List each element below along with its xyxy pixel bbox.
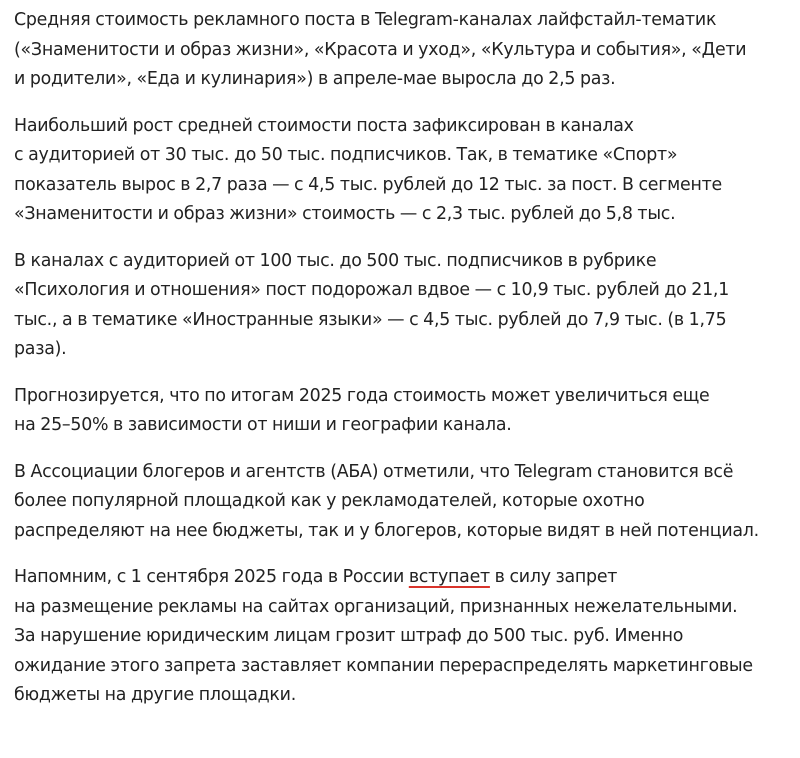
text-line: «Знаменитости и образ жизни» стоимость — с 2,3 тыс. рублей до 5,8 тыс. bbox=[14, 204, 676, 224]
text-line: «Психология и отношения» пост подорожал вдвое — с 10,9 тыс. рублей до 21,1 bbox=[14, 280, 730, 300]
paragraph-aba-association bbox=[14, 458, 794, 547]
paragraph-forecast bbox=[14, 382, 794, 441]
text-line bbox=[14, 563, 794, 593]
text-segment: Напомним, с 1 сентября 2025 года в России bbox=[14, 567, 409, 587]
text-line: и родители», «Еда и кулинария») в апреле-мае выросла до 2,5 раз. bbox=[14, 69, 616, 89]
text-segment: в силу запрет bbox=[489, 567, 618, 587]
text-line: Средняя стоимость рекламного поста в Telegram-каналах лайфстайл-тематик bbox=[14, 10, 717, 30]
text-line: с аудиторией от 30 тыс. до 50 тыс. подписчиков. Так, в тематике «Спорт» bbox=[14, 145, 678, 165]
text-line: бюджеты на другие площадки. bbox=[14, 685, 296, 705]
text-line: За нарушение юридическим лицам грозит штраф до 500 тыс. руб. Именно bbox=[14, 626, 684, 646]
text-line: показатель вырос в 2,7 раза — с 4,5 тыс. рублей до 12 тыс. за пост. В сегменте bbox=[14, 174, 722, 195]
text-line: тыс., а в тематике «Иностранные языки» — с 4,5 тыс. рублей до 7,9 тыс. (в 1,75 bbox=[14, 309, 727, 330]
text-line: на 25–50% в зависимости от ниши и географии канала. bbox=[14, 415, 512, 435]
spellcheck-underlined-word[interactable]: вступает bbox=[408, 567, 490, 587]
text-line: В Ассоциации блогеров и агентств (АБА) отметили, что Telegram становится всё bbox=[14, 461, 734, 482]
text-line: более популярной площадкой как у рекламодателей, которые охотно bbox=[14, 491, 645, 511]
text-line: В каналах с аудиторией от 100 тыс. до 500 тыс. подписчиков в рубрике bbox=[14, 250, 657, 271]
paragraph-ban-reminder bbox=[14, 563, 794, 711]
paragraph-large-channels bbox=[14, 247, 794, 365]
paragraph-average-cost bbox=[14, 6, 794, 95]
text-line: Прогнозируется, что по итогам 2025 года стоимость может увеличиться еще bbox=[14, 385, 710, 406]
text-line: распределяют на нее бюджеты, так и у блогеров, которые видят в ней потенциал. bbox=[14, 520, 759, 541]
paragraph-largest-growth bbox=[14, 112, 794, 230]
text-line: ожидание этого запрета заставляет компании перераспределять маркетинговые bbox=[14, 655, 753, 676]
text-line: Наибольший рост средней стоимости поста зафиксирован в каналах bbox=[14, 115, 634, 136]
article-text bbox=[14, 6, 794, 728]
text-line: раза). bbox=[14, 339, 67, 359]
text-line: («Знаменитости и образ жизни», «Красота и уход», «Культура и события», «Дети bbox=[14, 39, 747, 60]
text-line: на размещение рекламы на сайтах организаций, признанных нежелательными. bbox=[14, 596, 738, 617]
